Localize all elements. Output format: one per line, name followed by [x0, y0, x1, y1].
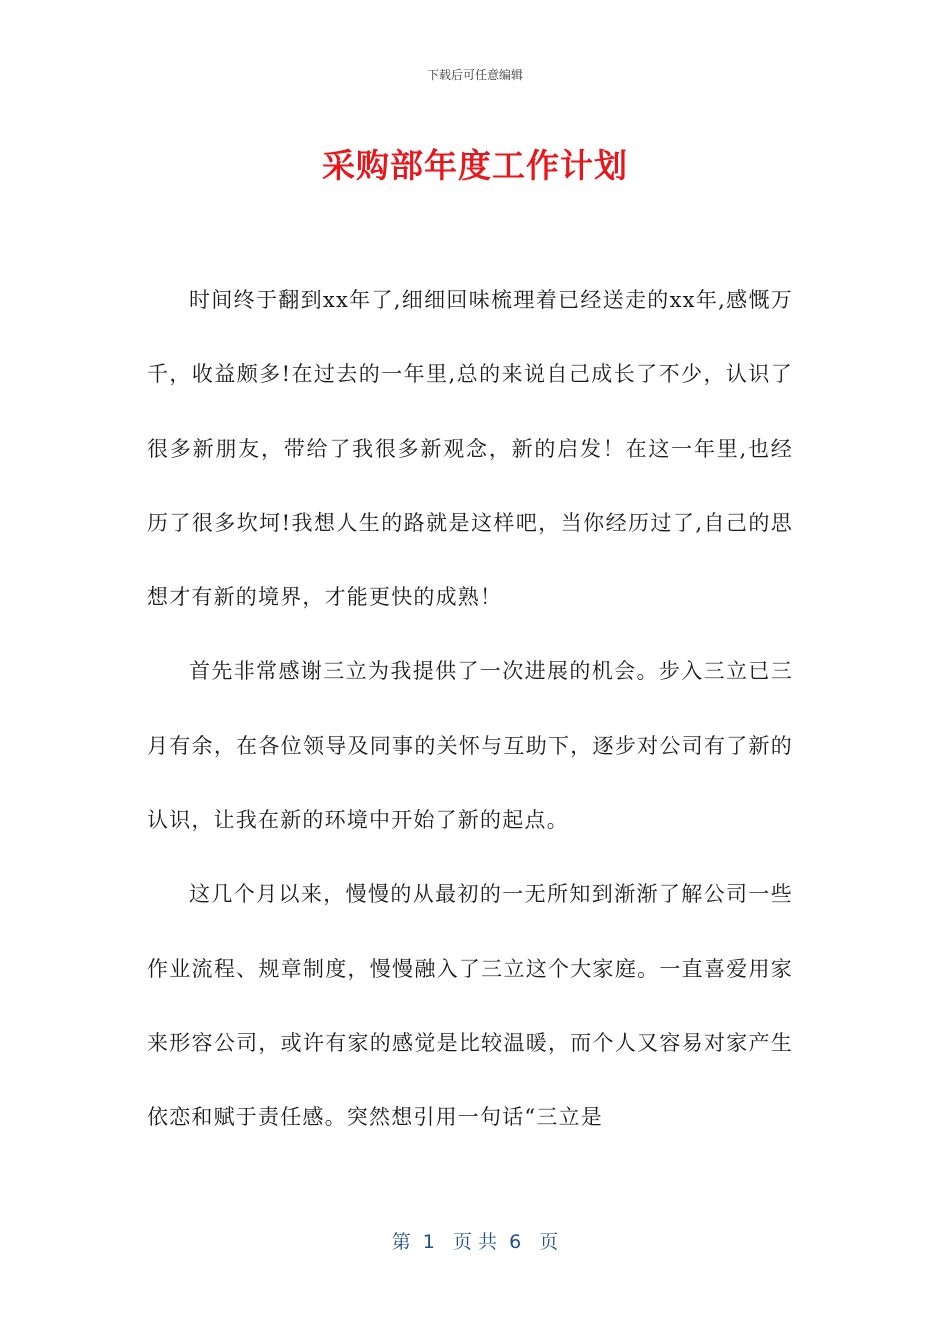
- paragraph: 这几个月以来，慢慢的从最初的一无所知到渐渐了解公司一些作业流程、规章制度，慢慢融入了三立这个大家庭。一直喜爱用家来形容公司，或许有家的感觉是比较温暖，而个人又容易对家产生依恋和赋于责任感。突然想引用一句话“三立是: [147, 882, 793, 1130]
- page-number-footer: 第 1 页 共 6 页: [391, 1231, 559, 1253]
- paragraph: 首先非常感谢三立为我提供了一次进展的机会。步入三立已三月有余，在各位领导及同事的关怀与互助下，逐步对公司有了新的认识，让我在新的环境中开始了新的起点。: [147, 659, 793, 833]
- header-note: 下载后可任意编辑: [426, 68, 523, 82]
- document-body: [147, 263, 793, 1155]
- document-title: 采购部年度工作计划: [322, 146, 628, 185]
- paragraph: 时间终于翻到xx年了,细细回味梳理着已经送走的xx年,感慨万千，收益颇多!在过去的一年里,总的来说自己成长了不少，认识了很多新朋友，带给了我很多新观念，新的启发！在这一年里,也经历了很多坎坷!我想人生的路就是这样吧，当你经历过了,自己的思想才有新的境界，才能更快的成熟！: [147, 288, 793, 610]
